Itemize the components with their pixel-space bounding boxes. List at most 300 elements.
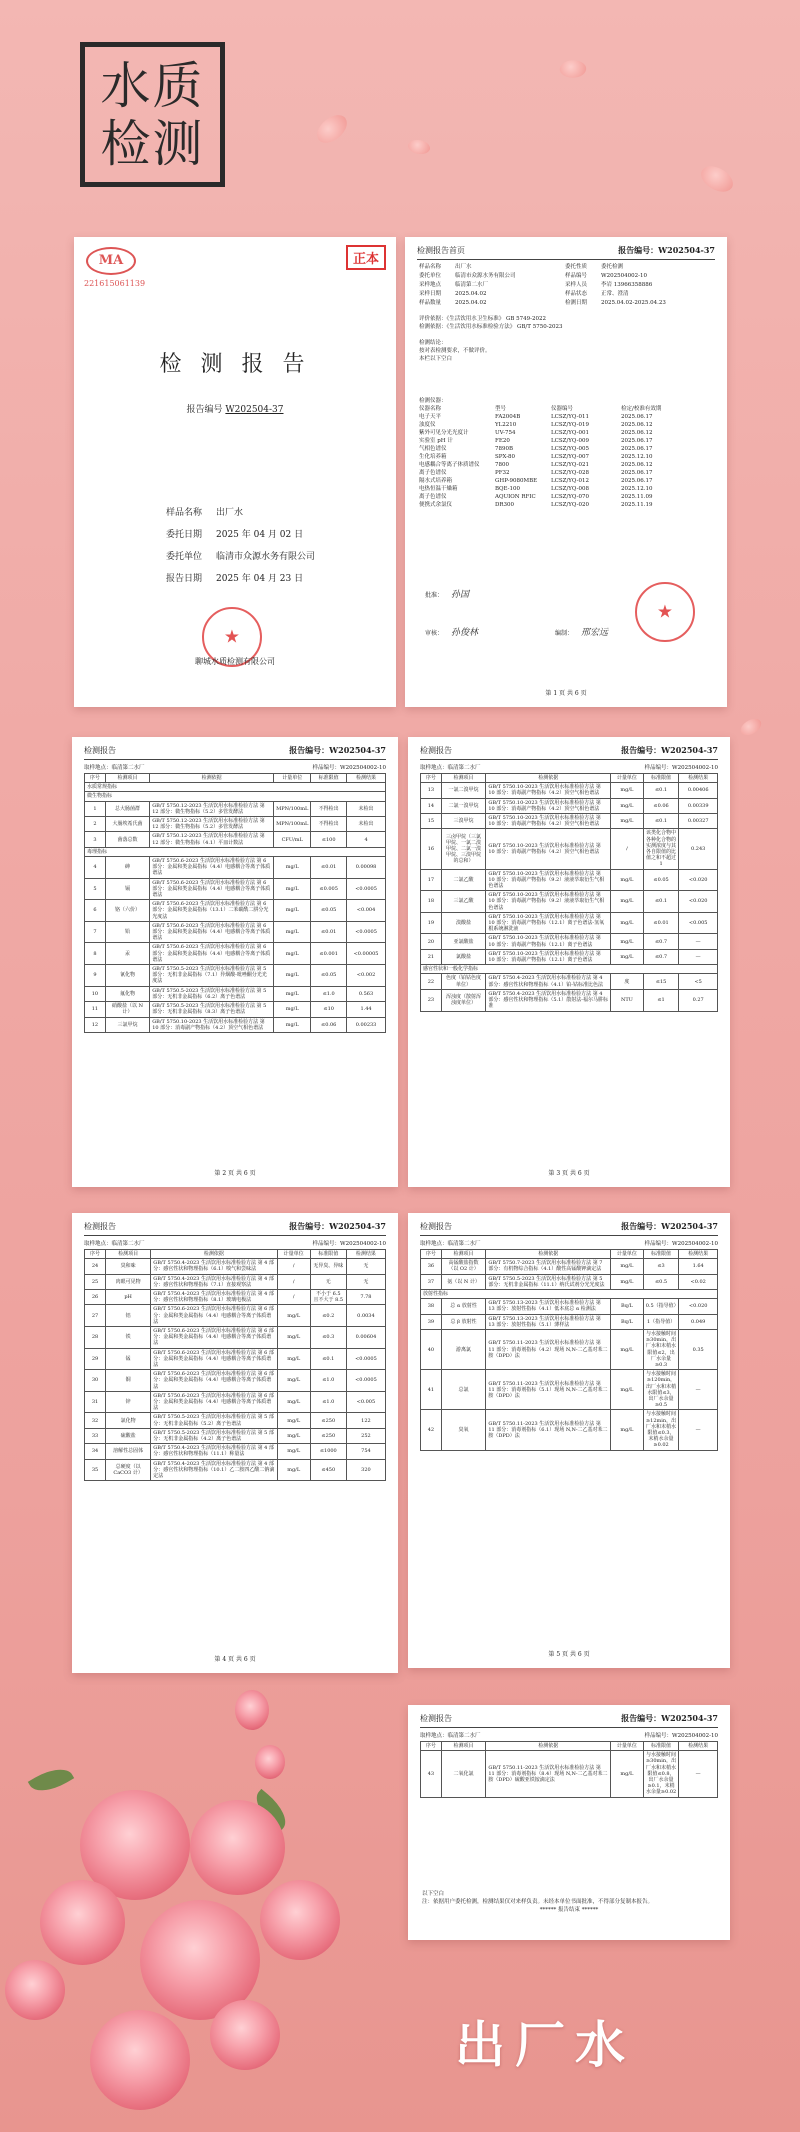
table-cell: 无	[310, 1274, 346, 1289]
info-row	[419, 272, 713, 281]
table-cell: 1	[85, 801, 106, 816]
sample-info	[419, 263, 713, 308]
table-cell: GB/T 5750.10-2023 生活饮用水标准检验方法 第 10 部分：消毒副产物指标（9.2）液液萃取衍生气相色谱法	[486, 869, 611, 891]
table-cell: GB/T 5750.4-2023 生活饮用水标准检验方法 第 4 部分：感官性状和物理指标（4.1）铂-钴标准比色法	[486, 974, 611, 989]
column-header: 检测结果	[679, 774, 718, 783]
page-footer: 第 4 页 共 6 页	[214, 1656, 256, 1663]
info-cell: 2025.04.02-2025.04.23	[601, 300, 666, 306]
table-cell: 氨（以 N 计）	[441, 1274, 486, 1289]
equipment-header-cell: 仪器名称	[419, 406, 442, 412]
equipment-cell: YL2210	[495, 422, 517, 428]
table-cell: ≤1.0	[311, 986, 347, 1001]
table-cell: GB/T 5750.11-2023 生活饮用水标准检验方法 第 11 部分：消毒剂指标（5.1）现场 N,N-二乙基对苯二胺（DPD）法	[486, 1370, 611, 1410]
info-cell: 检测日期	[565, 300, 588, 306]
table-cell: 11	[85, 1002, 106, 1017]
reviewer-signature: 审核： 孙俊林	[425, 628, 478, 638]
equipment-cell: FE20	[495, 438, 510, 444]
table-row	[421, 1259, 718, 1274]
table-row	[85, 921, 386, 943]
table-cell: ≤100	[311, 832, 347, 847]
cover-fields: 样品名称 出厂水 委托日期 2025 年 04 月 02 日 委托单位 临清市众源水务有限公司 报告日期 2025 年 04 月 23 日	[166, 508, 316, 584]
equipment-cell: 便携式余氯仪	[419, 502, 453, 508]
table-header-row	[421, 774, 718, 783]
table-cell: mg/L	[611, 1330, 644, 1370]
equipment-row	[419, 469, 713, 477]
cover-report-number: 报告编号 W202504-37	[186, 405, 284, 415]
table-cell: mg/L	[611, 934, 644, 949]
report-page-5	[408, 1213, 730, 1668]
sample-number: 样品编号：W202504002-10	[644, 1733, 718, 1739]
results-table	[420, 1249, 718, 1451]
table-row	[421, 1751, 718, 1797]
table-cell: ≤0.1	[643, 891, 679, 913]
table-cell: 菌落总数	[105, 832, 149, 847]
table-cell: 0.00233	[347, 1017, 386, 1032]
equipment-cell: 离子色谱仪	[419, 494, 447, 500]
table-row	[85, 1428, 386, 1443]
equipment-cell: LCSZ/YQ-019	[551, 422, 590, 428]
table-cell: 38	[421, 1299, 442, 1314]
info-cell: 出厂水	[455, 264, 472, 270]
info-cell: 正常、澄清	[601, 291, 629, 297]
equipment-cell: GHP-9080MBE	[495, 478, 538, 484]
table-cell: NTU	[611, 989, 644, 1011]
table-cell: ≤0.05	[643, 869, 679, 891]
table-cell: GB/T 5750.11-2023 生活饮用水标准检验方法 第 11 部分：消毒剂指标（8.4）现场 N,N-二乙基对苯二胺（DPD）硫酸亚铁铵滴定法	[486, 1751, 611, 1797]
section-title: 微生物指标	[85, 792, 386, 801]
decor-petal	[406, 137, 431, 158]
preparer-signature: 编制： 邢宏远	[555, 628, 608, 638]
table-row	[421, 1314, 718, 1329]
table-cell: 氯酸盐	[441, 949, 486, 964]
table-row	[421, 869, 718, 891]
table-row	[85, 1290, 386, 1305]
table-row	[85, 1348, 386, 1370]
table-cell: 总大肠菌群	[105, 801, 149, 816]
table-cell: ≤0.01	[311, 921, 347, 943]
column-header: 检测项目	[105, 774, 149, 783]
table-cell: GB/T 5750.12-2023 生活饮用水标准检验方法 第 12 部分：微生物指标（4.1）平皿计数法	[150, 832, 274, 847]
table-cell: GB/T 5750.6-2023 生活饮用水标准检验方法 第 6 部分：金属和类金属指标（4.4）电感耦合等离子体质谱法	[150, 921, 274, 943]
equipment-cell: SPX-80	[495, 454, 516, 460]
info-cell: 样品编号	[565, 273, 588, 279]
report-number-value: W202504-37	[225, 405, 284, 415]
table-cell: mg/L	[274, 857, 311, 879]
column-header: 标准限值	[311, 774, 347, 783]
table-cell: <0.02	[679, 1274, 718, 1289]
table-cell: ≤0.001	[311, 943, 347, 965]
page-header	[84, 745, 386, 760]
table-cell: mg/L	[611, 1274, 644, 1289]
equipment-row	[419, 501, 713, 509]
table-cell: 无异臭、异味	[310, 1259, 346, 1274]
results-table	[420, 773, 718, 1012]
table-cell: 一氯二溴甲烷	[441, 783, 486, 798]
table-cell: ≤0.1	[643, 814, 679, 829]
table-cell: 三氯甲烷	[105, 1017, 149, 1032]
table-cell: mg/L	[274, 921, 311, 943]
table-cell: 游离氯	[441, 1330, 486, 1370]
table-cell: GB/T 5750.10-2023 生活饮用水标准检验方法 第 10 部分：消毒副产物指标（4.2）顶空气相色谱法	[486, 829, 611, 869]
table-cell: 37	[421, 1274, 442, 1289]
table-cell: 35	[85, 1459, 106, 1481]
report-page-3	[408, 737, 730, 1187]
table-cell: 臭和味	[106, 1259, 151, 1274]
table-cell: 7	[85, 921, 106, 943]
table-header-row	[85, 774, 386, 783]
table-cell: 锌	[106, 1391, 151, 1413]
equipment-row	[419, 485, 713, 493]
table-cell: <0.020	[679, 869, 718, 891]
equipment-cell: LCSZ/YQ-070	[551, 494, 590, 500]
section-row	[85, 783, 386, 792]
results-table	[420, 1741, 718, 1798]
column-header: 标准限值	[310, 1250, 346, 1259]
table-cell: —	[679, 1751, 718, 1797]
table-cell: 砷	[105, 857, 149, 879]
table-row	[421, 798, 718, 813]
rose-flower	[260, 1880, 340, 1960]
table-row	[85, 1391, 386, 1413]
table-cell: 不得检出	[311, 817, 347, 832]
table-cell: ≤0.1	[310, 1348, 346, 1370]
table-cell: mg/L	[274, 986, 311, 1001]
column-header: 检测依据	[150, 774, 274, 783]
section-title: 水质常规指标	[85, 783, 386, 792]
table-row	[421, 989, 718, 1011]
decor-petal	[738, 717, 763, 738]
column-header: 计量单位	[611, 774, 644, 783]
table-cell: GB/T 5750.6-2023 生活饮用水标准检验方法 第 6 部分：金属和类金属指标（4.4）电感耦合等离子体质谱法	[150, 878, 274, 900]
table-cell: MPN/100mL	[274, 801, 311, 816]
table-cell: —	[679, 1370, 718, 1410]
table-cell: GB/T 5750.12-2023 生活饮用水标准检验方法 第 12 部分：微生物指标（5.2）多管发酵法	[150, 817, 274, 832]
header-right: 报告编号：W202504-37	[621, 1221, 718, 1231]
table-row	[85, 1017, 386, 1032]
table-cell: 36	[421, 1259, 442, 1274]
column-header: 计量单位	[274, 774, 311, 783]
table-cell: 32	[85, 1413, 106, 1428]
rose-flower	[210, 2000, 280, 2070]
equipment-cell: 2025.06.12	[621, 430, 653, 436]
table-cell: pH	[106, 1290, 151, 1305]
table-cell: mg/L	[277, 1391, 310, 1413]
column-header: 标准限值	[643, 774, 679, 783]
table-cell: 41	[421, 1370, 442, 1410]
table-cell: 铜	[106, 1370, 151, 1392]
report-note	[422, 1890, 716, 1914]
table-cell: GB/T 5750.13-2023 生活饮用水标准检验方法 第 13 部分：放射性指标（4.1）低本底总 α 检测法	[486, 1299, 611, 1314]
equipment-cell: LCSZ/YQ-001	[551, 430, 590, 436]
table-cell: mg/L	[611, 1751, 644, 1797]
report-page-2	[72, 737, 398, 1187]
table-cell: 臭氧	[441, 1410, 486, 1450]
equipment-row	[419, 477, 713, 485]
table-row	[421, 829, 718, 869]
section-title: 放射性指标	[421, 1290, 718, 1299]
table-cell: 不得检出	[311, 801, 347, 816]
page-footer: 第 2 页 共 6 页	[214, 1170, 256, 1177]
table-row	[85, 878, 386, 900]
page-header	[84, 1221, 386, 1236]
table-cell: <0.005	[346, 1391, 385, 1413]
table-cell: 3	[85, 832, 106, 847]
table-cell: <0.020	[679, 891, 718, 913]
approver-signature: 批准： 孙国	[425, 590, 469, 600]
table-cell: ≤0.3	[310, 1327, 346, 1349]
table-cell: 10	[85, 986, 106, 1001]
equipment-cell: 2025.11.09	[621, 494, 653, 500]
table-cell: 34	[85, 1444, 106, 1459]
table-cell: ≤250	[310, 1428, 346, 1443]
table-row	[85, 900, 386, 922]
table-cell: 二氯一溴甲烷	[441, 798, 486, 813]
page-header	[420, 1713, 718, 1728]
equipment-cell: 生化培养箱	[419, 454, 447, 460]
info-cell: 委托性质	[565, 264, 588, 270]
section-title: 感官性状和一般化学指标	[421, 965, 718, 974]
table-cell: ≤450	[310, 1459, 346, 1481]
table-cell: 42	[421, 1410, 442, 1450]
table-cell: GB/T 5750.13-2023 生活饮用水标准检验方法 第 13 部分：放射性指标（5.1）薄样法	[486, 1314, 611, 1329]
table-cell: GB/T 5750.6-2023 生活饮用水标准检验方法 第 6 部分：金属和类金属指标（4.4）电感耦合等离子体质谱法	[151, 1370, 277, 1392]
section-row	[421, 965, 718, 974]
table-header-row	[85, 1250, 386, 1259]
table-cell: 与水接触时间≥30min，出厂水和末梢水限值≤2，出厂水余量≥0.3	[643, 1330, 679, 1370]
decor-petal	[312, 111, 352, 147]
column-header: 检测依据	[486, 1742, 611, 1751]
table-cell: GB/T 5750.5-2023 生活饮用水标准检验方法 第 5 部分：无机非金属指标（4.2）离子色谱法	[151, 1428, 277, 1443]
equipment-header	[419, 405, 713, 413]
table-cell: 8	[85, 943, 106, 965]
table-row	[85, 1413, 386, 1428]
table-row	[421, 974, 718, 989]
table-cell: GB/T 5750.4-2023 生活饮用水标准检验方法 第 4 部分：感官性状和物理指标（8.1）玻璃电极法	[151, 1290, 277, 1305]
info-cell: 临清第二水厂	[455, 282, 489, 288]
equipment-cell: PF32	[495, 470, 510, 476]
equipment-cell: UV-754	[495, 430, 516, 436]
rose-bud	[255, 1745, 285, 1779]
table-cell: <0.002	[347, 965, 386, 987]
table-cell: GB/T 5750.6-2023 生活饮用水标准检验方法 第 6 部分：金属和类金属指标（4.4）电感耦合等离子体质谱法	[151, 1327, 277, 1349]
equipment-row	[419, 461, 713, 469]
table-cell: GB/T 5750.6-2023 生活饮用水标准检验方法 第 6 部分：金属和类金属指标（4.4）电感耦合等离子体质谱法	[151, 1305, 277, 1327]
table-row	[421, 1370, 718, 1410]
equipment-cell: DR300	[495, 502, 515, 508]
table-cell: 2	[85, 817, 106, 832]
official-seal	[635, 582, 695, 642]
table-cell: 320	[346, 1459, 385, 1481]
table-cell: GB/T 5750.10-2023 生活饮用水标准检验方法 第 10 部分：消毒副产物指标（12.1）离子色谱法-氢氧根系统淋洗液	[486, 912, 611, 934]
table-cell: 三溴甲烷	[441, 814, 486, 829]
table-cell: 1（指导值）	[643, 1314, 679, 1329]
results-table	[84, 1249, 386, 1481]
info-cell: 采样人员	[565, 282, 588, 288]
table-row	[421, 783, 718, 798]
table-cell: 5	[85, 878, 106, 900]
rose-flower	[190, 1800, 285, 1895]
table-cell: mg/L	[611, 783, 644, 798]
table-cell: 0.00406	[679, 783, 718, 798]
table-cell: 122	[346, 1413, 385, 1428]
equipment-cell: LCSZ/YQ-011	[551, 414, 590, 420]
equipment-cell: BQE-100	[495, 486, 521, 492]
equipment-cell: 2025.06.12	[621, 422, 653, 428]
column-header: 检测依据	[486, 774, 611, 783]
equipment-row	[419, 437, 713, 445]
table-cell: ≤1	[643, 989, 679, 1011]
column-header: 检测结果	[346, 1250, 385, 1259]
table-cell: ≤0.05	[311, 900, 347, 922]
column-header: 计量单位	[611, 1742, 644, 1751]
column-header: 检测项目	[441, 1742, 486, 1751]
table-cell: GB/T 5750.10-2023 生活饮用水标准检验方法 第 10 部分：消毒副产物指标（4.2）顶空气相色谱法	[150, 1017, 274, 1032]
table-cell: 16	[421, 829, 442, 869]
table-cell: 0.243	[679, 829, 718, 869]
equipment-cell: LCSZ/YQ-008	[551, 486, 590, 492]
table-cell: 汞	[105, 943, 149, 965]
equipment-cell: 紫外可见分光光度计	[419, 430, 469, 436]
table-cell: mg/L	[277, 1370, 310, 1392]
table-cell: mg/L	[277, 1413, 310, 1428]
table-cell: 14	[421, 798, 442, 813]
table-cell: —	[679, 949, 718, 964]
page-header	[420, 1221, 718, 1236]
table-cell: 754	[346, 1444, 385, 1459]
table-cell: —	[679, 934, 718, 949]
table-cell: mg/L	[611, 814, 644, 829]
column-header: 序号	[421, 774, 442, 783]
equipment-cell: 实验室 pH 计	[419, 438, 453, 444]
table-cell: mg/L	[611, 1259, 644, 1274]
table-cell: 0.35	[679, 1330, 718, 1370]
sample-number: 样品编号：W202504002-10	[644, 765, 718, 771]
table-cell: ≤0.2	[310, 1305, 346, 1327]
rose-bud	[235, 1690, 269, 1730]
report-end-mark: ****** 报告结束 ******	[539, 1907, 599, 1913]
equipment-cell: AQUION RFIC	[495, 494, 536, 500]
table-cell: 浑浊度（散射浑浊度单位）	[441, 989, 486, 1011]
table-cell: 未检出	[347, 817, 386, 832]
column-header: 序号	[85, 774, 106, 783]
sampling-site: 取样地点：临清第二水厂	[420, 1241, 481, 1247]
info-cell: 临清市众源水务有限公司	[455, 273, 516, 279]
table-row	[85, 817, 386, 832]
table-row	[421, 1299, 718, 1314]
equipment-cell: LCSZ/YQ-007	[551, 454, 590, 460]
table-cell: <0.0005	[346, 1348, 385, 1370]
table-cell: 33	[85, 1428, 106, 1443]
table-cell: GB/T 5750.10-2023 生活饮用水标准检验方法 第 10 部分：消毒副产物指标（4.2）顶空气相色谱法	[486, 783, 611, 798]
equipment-header-cell: 检定/校准有效期	[621, 406, 662, 412]
table-cell: 40	[421, 1330, 442, 1370]
table-cell: 29	[85, 1348, 106, 1370]
table-cell: 未检出	[347, 801, 386, 816]
table-cell: 色度（铂钴色度单位）	[441, 974, 486, 989]
cover-org: 聊城水质检测有限公司	[195, 657, 275, 666]
table-cell: mg/L	[611, 912, 644, 934]
table-cell: mg/L	[611, 1410, 644, 1450]
table-cell: GB/T 5750.6-2023 生活饮用水标准检验方法 第 6 部分：金属和类金属指标（13.1）二苯碳酰二肼分光光度法	[150, 900, 274, 922]
table-cell: 27	[85, 1305, 106, 1327]
page-footer: 第 3 页 共 6 页	[548, 1170, 590, 1177]
table-cell: GB/T 5750.4-2023 生活饮用水标准检验方法 第 4 部分：感官性状和物理指标（5.1）散射法-福尔马肼标准	[486, 989, 611, 1011]
note-text: 注：依据用户委托检测，检测结果仅对来样负责。未经本单位书面批准，不得部分复制本报告。	[422, 1899, 654, 1905]
rose-leaf	[28, 1761, 74, 1799]
equipment-cell: 2025.12.10	[621, 454, 653, 460]
equipment-row	[419, 413, 713, 421]
table-cell: 三氯乙酸	[441, 891, 486, 913]
equipment-cell: 2025.11.19	[621, 502, 653, 508]
table-cell: mg/L	[274, 878, 311, 900]
table-cell: 6	[85, 900, 106, 922]
sampling-site: 取样地点：临清第二水厂	[420, 1733, 481, 1739]
sample-subheader	[420, 1239, 718, 1247]
table-cell: ≤0.005	[311, 878, 347, 900]
corner-title	[80, 42, 225, 187]
table-cell: 0.049	[679, 1314, 718, 1329]
table-cell: GB/T 5750.6-2023 生活饮用水标准检验方法 第 6 部分：金属和类金属指标（4.4）电感耦合等离子体质谱法	[151, 1348, 277, 1370]
table-row	[85, 801, 386, 816]
table-cell: 无	[346, 1274, 385, 1289]
column-header: 序号	[85, 1250, 106, 1259]
table-row	[85, 1274, 386, 1289]
table-cell: 0.00327	[679, 814, 718, 829]
table-cell: 31	[85, 1391, 106, 1413]
basis-block: 评价依据：《生活饮用水卫生标准》 GB 5749-2022 检测依据：《生活饮用水标准检验方法》 GB/T 5750-2023	[419, 316, 563, 330]
table-cell: mg/L	[277, 1327, 310, 1349]
table-cell: 20	[421, 934, 442, 949]
table-cell: GB/T 5750.7-2023 生活饮用水标准检验方法 第 7 部分：有机物综合指标（4.1）酸性高锰酸钾滴定法	[486, 1259, 611, 1274]
table-cell: 22	[421, 974, 442, 989]
table-cell: 252	[346, 1428, 385, 1443]
equipment-header-cell: 型号	[495, 406, 507, 412]
table-cell: mg/L	[274, 1017, 311, 1032]
results-table	[84, 773, 386, 1033]
info-cell: 样品名称	[419, 264, 442, 270]
section-row	[85, 847, 386, 856]
table-cell: 总 α 放射性	[441, 1299, 486, 1314]
column-header: 标准限值	[643, 1250, 679, 1259]
equipment-cell: LCSZ/YQ-012	[551, 478, 590, 484]
rose-flower	[5, 1960, 65, 2020]
sample-number: 样品编号：W202504002-10	[312, 765, 386, 771]
table-row	[421, 891, 718, 913]
ma-certification-mark: MA	[86, 247, 136, 275]
equipment-cell: 电感耦合等离子体质谱仪	[419, 462, 480, 468]
table-cell: GB/T 5750.10-2023 生活饮用水标准检验方法 第 10 部分：消毒副产物指标（4.2）顶空气相色谱法	[486, 798, 611, 813]
table-cell: <0.020	[679, 1299, 718, 1314]
table-row	[85, 943, 386, 965]
table-cell: 二氯乙酸	[441, 869, 486, 891]
table-cell: mg/L	[277, 1428, 310, 1443]
sample-number: 样品编号：W202504002-10	[312, 1241, 386, 1247]
table-row	[421, 934, 718, 949]
table-cell: 24	[85, 1259, 106, 1274]
table-cell: 21	[421, 949, 442, 964]
equipment-row	[419, 453, 713, 461]
info-cell: 2025.04.02	[455, 300, 487, 306]
table-cell: ≤3	[643, 1259, 679, 1274]
column-header: 标准限值	[643, 1742, 679, 1751]
table-cell: <0.0005	[347, 921, 386, 943]
equipment-cell: LCSZ/YQ-005	[551, 446, 590, 452]
table-cell: —	[679, 1410, 718, 1450]
table-row	[85, 986, 386, 1001]
table-row	[85, 1459, 386, 1481]
table-cell: /	[611, 829, 644, 869]
report-cover-page	[74, 237, 396, 707]
